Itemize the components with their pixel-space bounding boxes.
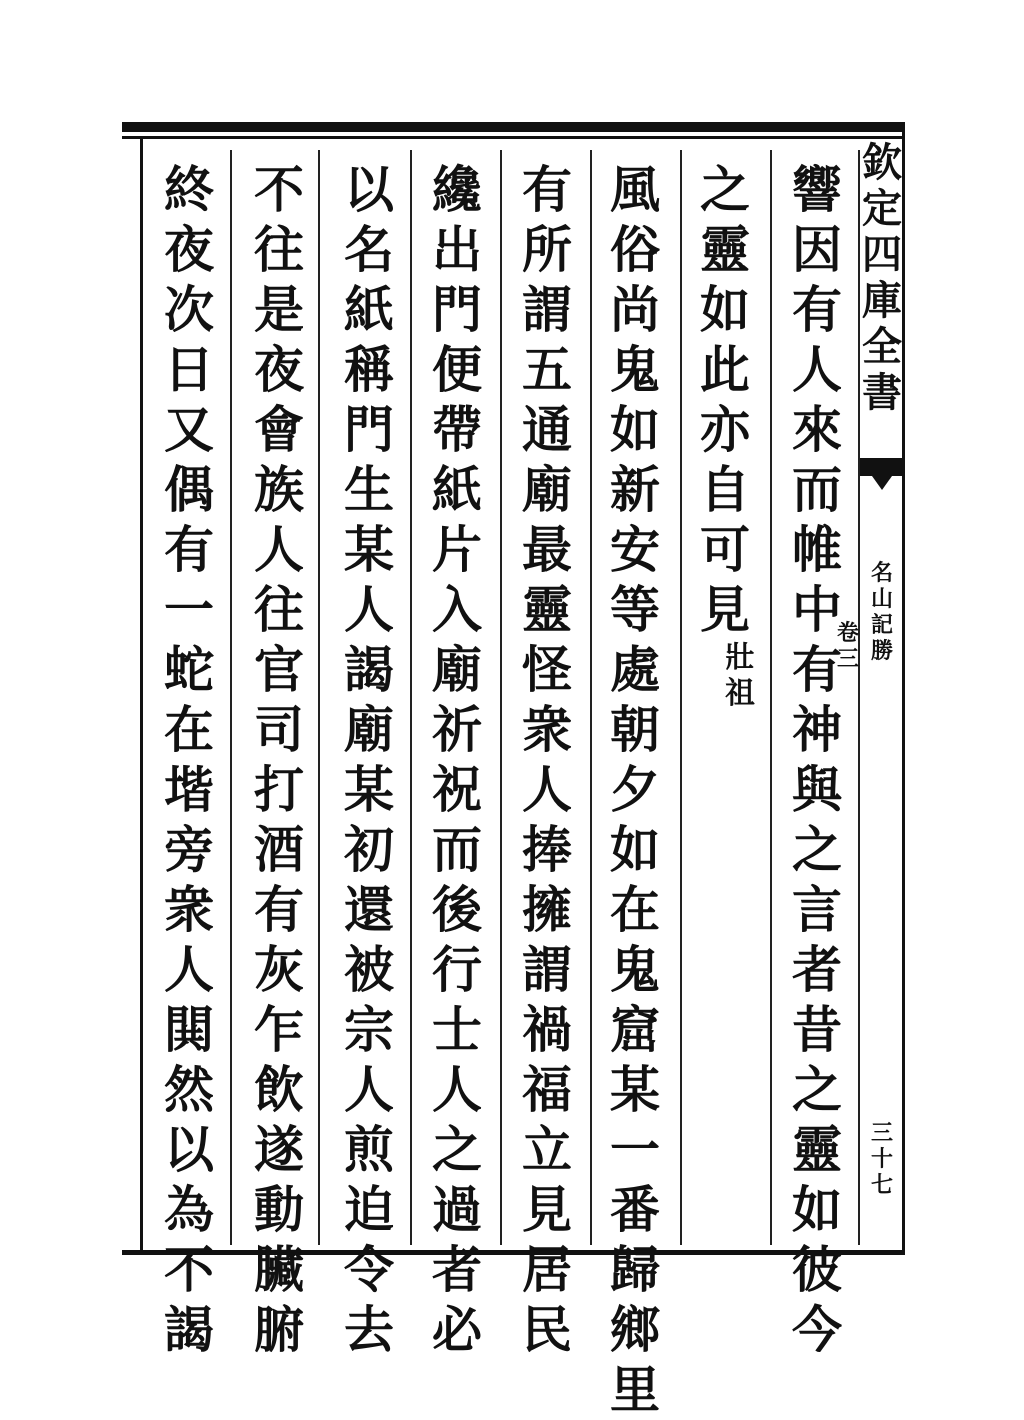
glyph: 出 xyxy=(432,220,482,279)
glyph: 居 xyxy=(522,1240,572,1299)
glyph: 宗 xyxy=(344,1000,394,1059)
glyph: 某 xyxy=(610,1060,660,1119)
glyph: 勝 xyxy=(870,638,893,664)
glyph: 來 xyxy=(792,400,842,459)
glyph: 此 xyxy=(700,340,750,399)
glyph: 某 xyxy=(344,760,394,819)
glyph: 靈 xyxy=(522,580,572,639)
glyph: 尚 xyxy=(610,280,660,339)
glyph: 一 xyxy=(164,580,214,639)
glyph: 夜 xyxy=(254,340,304,399)
glyph: 飲 xyxy=(254,1060,304,1119)
glyph: 終 xyxy=(164,160,214,219)
glyph: 安 xyxy=(610,520,660,579)
glyph: 鬼 xyxy=(610,940,660,999)
text-column-6 xyxy=(334,160,404,1360)
glyph: 謁 xyxy=(344,640,394,699)
glyph: 自 xyxy=(700,460,750,519)
glyph: 偶 xyxy=(164,460,214,519)
glyph: 歸 xyxy=(610,1240,660,1299)
glyph: 壯 xyxy=(725,640,755,675)
glyph: 過 xyxy=(432,1180,482,1239)
glyph: 官 xyxy=(254,640,304,699)
glyph: 又 xyxy=(164,400,214,459)
glyph: 衆 xyxy=(522,700,572,759)
glyph: 夜 xyxy=(164,220,214,279)
glyph: 被 xyxy=(344,940,394,999)
glyph: 在 xyxy=(164,700,214,759)
glyph: 以 xyxy=(344,160,394,219)
left-border xyxy=(140,139,143,1250)
glyph: 後 xyxy=(432,880,482,939)
glyph: 謁 xyxy=(164,1300,214,1359)
glyph: 腑 xyxy=(254,1300,304,1359)
glyph: 名 xyxy=(870,560,893,586)
glyph: 定 xyxy=(862,185,902,232)
text-column-5 xyxy=(422,160,492,1360)
glyph: 行 xyxy=(432,940,482,999)
glyph: 如 xyxy=(610,400,660,459)
text-column-8 xyxy=(154,160,224,1360)
glyph: 不 xyxy=(164,1240,214,1299)
text-column-3 xyxy=(600,160,670,1420)
glyph: 三 xyxy=(870,1120,893,1146)
glyph: 福 xyxy=(522,1060,572,1119)
glyph: 族 xyxy=(254,460,304,519)
glyph: 怪 xyxy=(522,640,572,699)
glyph: 往 xyxy=(254,220,304,279)
column-divider xyxy=(230,150,232,1245)
glyph: 書 xyxy=(862,369,902,416)
glyph: 初 xyxy=(344,820,394,879)
glyph: 廟 xyxy=(432,640,482,699)
glyph: 亦 xyxy=(700,400,750,459)
top-border-inner xyxy=(122,136,904,139)
glyph: 如 xyxy=(700,280,750,339)
glyph: 謂 xyxy=(522,940,572,999)
glyph: 記 xyxy=(870,612,893,638)
glyph: 如 xyxy=(792,1180,842,1239)
glyph: 如 xyxy=(610,820,660,879)
text-column-7 xyxy=(244,160,314,1360)
text-column-1 xyxy=(782,160,852,1360)
glyph: 窟 xyxy=(610,1000,660,1059)
glyph: 昔 xyxy=(792,1000,842,1059)
glyph: 者 xyxy=(792,940,842,999)
glyph: 旁 xyxy=(164,820,214,879)
glyph: 言 xyxy=(792,880,842,939)
glyph: 為 xyxy=(164,1180,214,1239)
glyph: 某 xyxy=(344,520,394,579)
glyph: 民 xyxy=(522,1300,572,1359)
glyph: 一 xyxy=(610,1120,660,1179)
glyph: 有 xyxy=(164,520,214,579)
glyph: 還 xyxy=(344,880,394,939)
glyph: 見 xyxy=(522,1180,572,1239)
top-border xyxy=(122,122,904,132)
glyph: 之 xyxy=(792,1060,842,1119)
glyph: 門 xyxy=(432,280,482,339)
margin-page-number xyxy=(864,1120,900,1198)
glyph: 七 xyxy=(870,1172,893,1198)
glyph: 有 xyxy=(522,160,572,219)
inline-note xyxy=(720,640,760,712)
column-divider xyxy=(318,150,320,1245)
column-divider xyxy=(410,150,412,1245)
margin-book-name xyxy=(864,560,900,664)
glyph: 人 xyxy=(254,520,304,579)
glyph: 捧 xyxy=(522,820,572,879)
glyph: 可 xyxy=(700,520,750,579)
glyph: 而 xyxy=(792,460,842,519)
glyph: 因 xyxy=(792,220,842,279)
glyph: 人 xyxy=(344,1060,394,1119)
glyph: 與 xyxy=(792,760,842,819)
glyph: 有 xyxy=(792,640,842,699)
glyph: 衆 xyxy=(164,880,214,939)
glyph: 臟 xyxy=(254,1240,304,1299)
glyph: 夕 xyxy=(610,760,660,819)
glyph: 名 xyxy=(344,220,394,279)
glyph: 三 xyxy=(836,646,859,672)
glyph: 人 xyxy=(792,340,842,399)
glyph: 山 xyxy=(870,586,893,612)
glyph: 有 xyxy=(792,280,842,339)
glyph: 五 xyxy=(522,340,572,399)
column-divider xyxy=(770,150,772,1245)
glyph: 煎 xyxy=(344,1120,394,1179)
column-divider xyxy=(680,150,682,1245)
glyph: 四 xyxy=(862,231,902,278)
glyph: 之 xyxy=(700,160,750,219)
glyph: 通 xyxy=(522,400,572,459)
glyph: 彼 xyxy=(792,1240,842,1299)
glyph: 見 xyxy=(700,580,750,639)
glyph: 等 xyxy=(610,580,660,639)
glyph: 蛇 xyxy=(164,640,214,699)
column-divider xyxy=(500,150,502,1245)
glyph: 有 xyxy=(254,880,304,939)
glyph: 最 xyxy=(522,520,572,579)
glyph: 動 xyxy=(254,1180,304,1239)
glyph: 司 xyxy=(254,700,304,759)
glyph: 門 xyxy=(344,400,394,459)
glyph: 人 xyxy=(522,760,572,819)
glyph: 入 xyxy=(432,580,482,639)
glyph: 片 xyxy=(432,520,482,579)
glyph: 禍 xyxy=(522,1000,572,1059)
glyph: 番 xyxy=(610,1180,660,1239)
column-divider xyxy=(590,150,592,1245)
glyph: 紙 xyxy=(432,460,482,519)
glyph: 今 xyxy=(792,1300,842,1359)
glyph: 朝 xyxy=(610,700,660,759)
glyph: 新 xyxy=(610,460,660,519)
glyph: 全 xyxy=(862,323,902,370)
glyph: 響 xyxy=(792,160,842,219)
glyph: 稱 xyxy=(344,340,394,399)
glyph: 廟 xyxy=(344,700,394,759)
glyph: 處 xyxy=(610,640,660,699)
glyph: 往 xyxy=(254,580,304,639)
glyph: 士 xyxy=(432,1000,482,1059)
glyph: 里 xyxy=(610,1360,660,1419)
glyph: 俗 xyxy=(610,220,660,279)
glyph: 帶 xyxy=(432,400,482,459)
glyph: 會 xyxy=(254,400,304,459)
glyph: 神 xyxy=(792,700,842,759)
glyph: 靈 xyxy=(700,220,750,279)
fishtail-mark xyxy=(860,458,904,476)
glyph: 靈 xyxy=(792,1120,842,1179)
glyph: 者 xyxy=(432,1240,482,1299)
glyph: 纔 xyxy=(432,160,482,219)
glyph: 中 xyxy=(792,580,842,639)
glyph: 酒 xyxy=(254,820,304,879)
glyph: 帷 xyxy=(792,520,842,579)
glyph: 擁 xyxy=(522,880,572,939)
text-column-2 xyxy=(690,160,760,640)
glyph: 人 xyxy=(432,1060,482,1119)
glyph: 庫 xyxy=(862,277,902,324)
glyph: 去 xyxy=(344,1300,394,1359)
glyph: 謂 xyxy=(522,280,572,339)
glyph: 次 xyxy=(164,280,214,339)
glyph: 堦 xyxy=(164,760,214,819)
glyph: 閧 xyxy=(164,1000,214,1059)
glyph: 是 xyxy=(254,280,304,339)
glyph: 然 xyxy=(164,1060,214,1119)
glyph: 日 xyxy=(164,340,214,399)
glyph: 十 xyxy=(870,1146,893,1172)
glyph: 不 xyxy=(254,160,304,219)
glyph: 風 xyxy=(610,160,660,219)
glyph: 祝 xyxy=(432,760,482,819)
glyph: 打 xyxy=(254,760,304,819)
glyph: 卷 xyxy=(836,620,859,646)
glyph: 之 xyxy=(792,820,842,879)
glyph: 立 xyxy=(522,1120,572,1179)
glyph: 乍 xyxy=(254,1000,304,1059)
glyph: 之 xyxy=(432,1120,482,1179)
glyph: 祖 xyxy=(725,676,755,711)
glyph: 所 xyxy=(522,220,572,279)
glyph: 廟 xyxy=(522,460,572,519)
glyph: 人 xyxy=(164,940,214,999)
glyph: 在 xyxy=(610,880,660,939)
glyph: 而 xyxy=(432,820,482,879)
glyph: 令 xyxy=(344,1240,394,1299)
glyph: 生 xyxy=(344,460,394,519)
glyph: 便 xyxy=(432,340,482,399)
text-column-4 xyxy=(512,160,582,1360)
glyph: 鄉 xyxy=(610,1300,660,1359)
glyph: 祈 xyxy=(432,700,482,759)
glyph: 灰 xyxy=(254,940,304,999)
glyph: 必 xyxy=(432,1300,482,1359)
glyph: 遂 xyxy=(254,1120,304,1179)
glyph: 紙 xyxy=(344,280,394,339)
glyph: 欽 xyxy=(862,139,902,186)
glyph: 迫 xyxy=(344,1180,394,1239)
glyph: 以 xyxy=(164,1120,214,1179)
fishtail-notch xyxy=(872,476,892,490)
glyph: 人 xyxy=(344,580,394,639)
book-title-margin xyxy=(860,140,904,416)
glyph: 鬼 xyxy=(610,340,660,399)
